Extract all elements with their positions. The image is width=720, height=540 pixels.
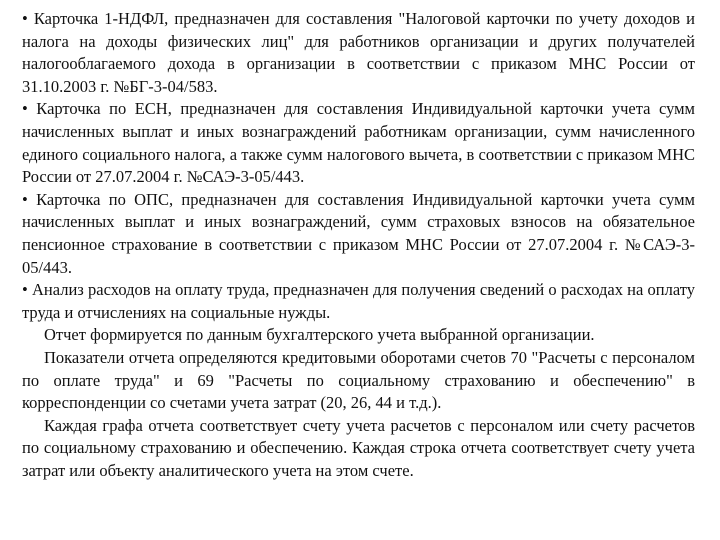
bullet-marker: • xyxy=(22,99,28,119)
bullet-marker: • xyxy=(22,189,28,209)
paragraph-report-columns: Каждая графа отчета соответствует счету учета расчетов с персоналом или счету расчетов по социальному страхованию и обеспечению. Каждая строка отчета соответствует счету учета затрат или объекту аналитического учета на этом счете. xyxy=(22,415,695,480)
bullet-item-esn xyxy=(22,98,695,188)
bullet-text: Анализ расходов на оплату труда, предназначен для получения сведений о расходах на оплату труда и отчислениях на социальные нужды. xyxy=(22,280,696,322)
bullet-text: Карточка 1-НДФЛ, предназначен для составления "Налоговой карточки по учету доходов и налога на доходы физических лиц" для работников организации и других получателей налогооблагаемого дохода в организации в соответствии с приказом МНС России от 31.10.2003 г. №БГ-3-04/583. xyxy=(22,9,695,96)
bullet-text: Карточка по ЕСН, предназначен для составления Индивидуальной карточки учета сумм начисленных выплат и иных вознаграждений работникам организации, сумм начисленного единого социального налога, а также сумм налогового вычета, в соответствии с приказом МНС России от 27.07.2004 г. №САЭ-3-05/443. xyxy=(22,99,696,187)
bullet-marker: • xyxy=(22,280,28,300)
paragraph-report-source: Отчет формируется по данным бухгалтерского учета выбранной организации. xyxy=(44,325,595,345)
bullet-item-ndfl xyxy=(22,8,695,98)
bullet-marker: • xyxy=(22,9,28,28)
paragraph-report-indicators: Показатели отчета определяются кредитовыми оборотами счетов 70 "Расчеты с персоналом по оплате труда" и 69 "Расчеты по социальному страхованию и обеспечению" в корреспонденции со счетами учета затрат (20, 26, 44 и т.д.). xyxy=(22,347,695,413)
bullet-text: Карточка по ОПС, предназначен для составления Индивидуальной карточки учета сумм начисленных выплат и иных вознаграждений, сумм страховых взносов на обязательное пенсионное страхование в соответствии с приказом МНС России от 27.07.2004 г. №САЭ-3-05/443. xyxy=(22,189,695,277)
document-body xyxy=(22,8,695,482)
bullet-item-ops xyxy=(22,189,695,279)
bullet-item-analysis xyxy=(22,279,695,324)
